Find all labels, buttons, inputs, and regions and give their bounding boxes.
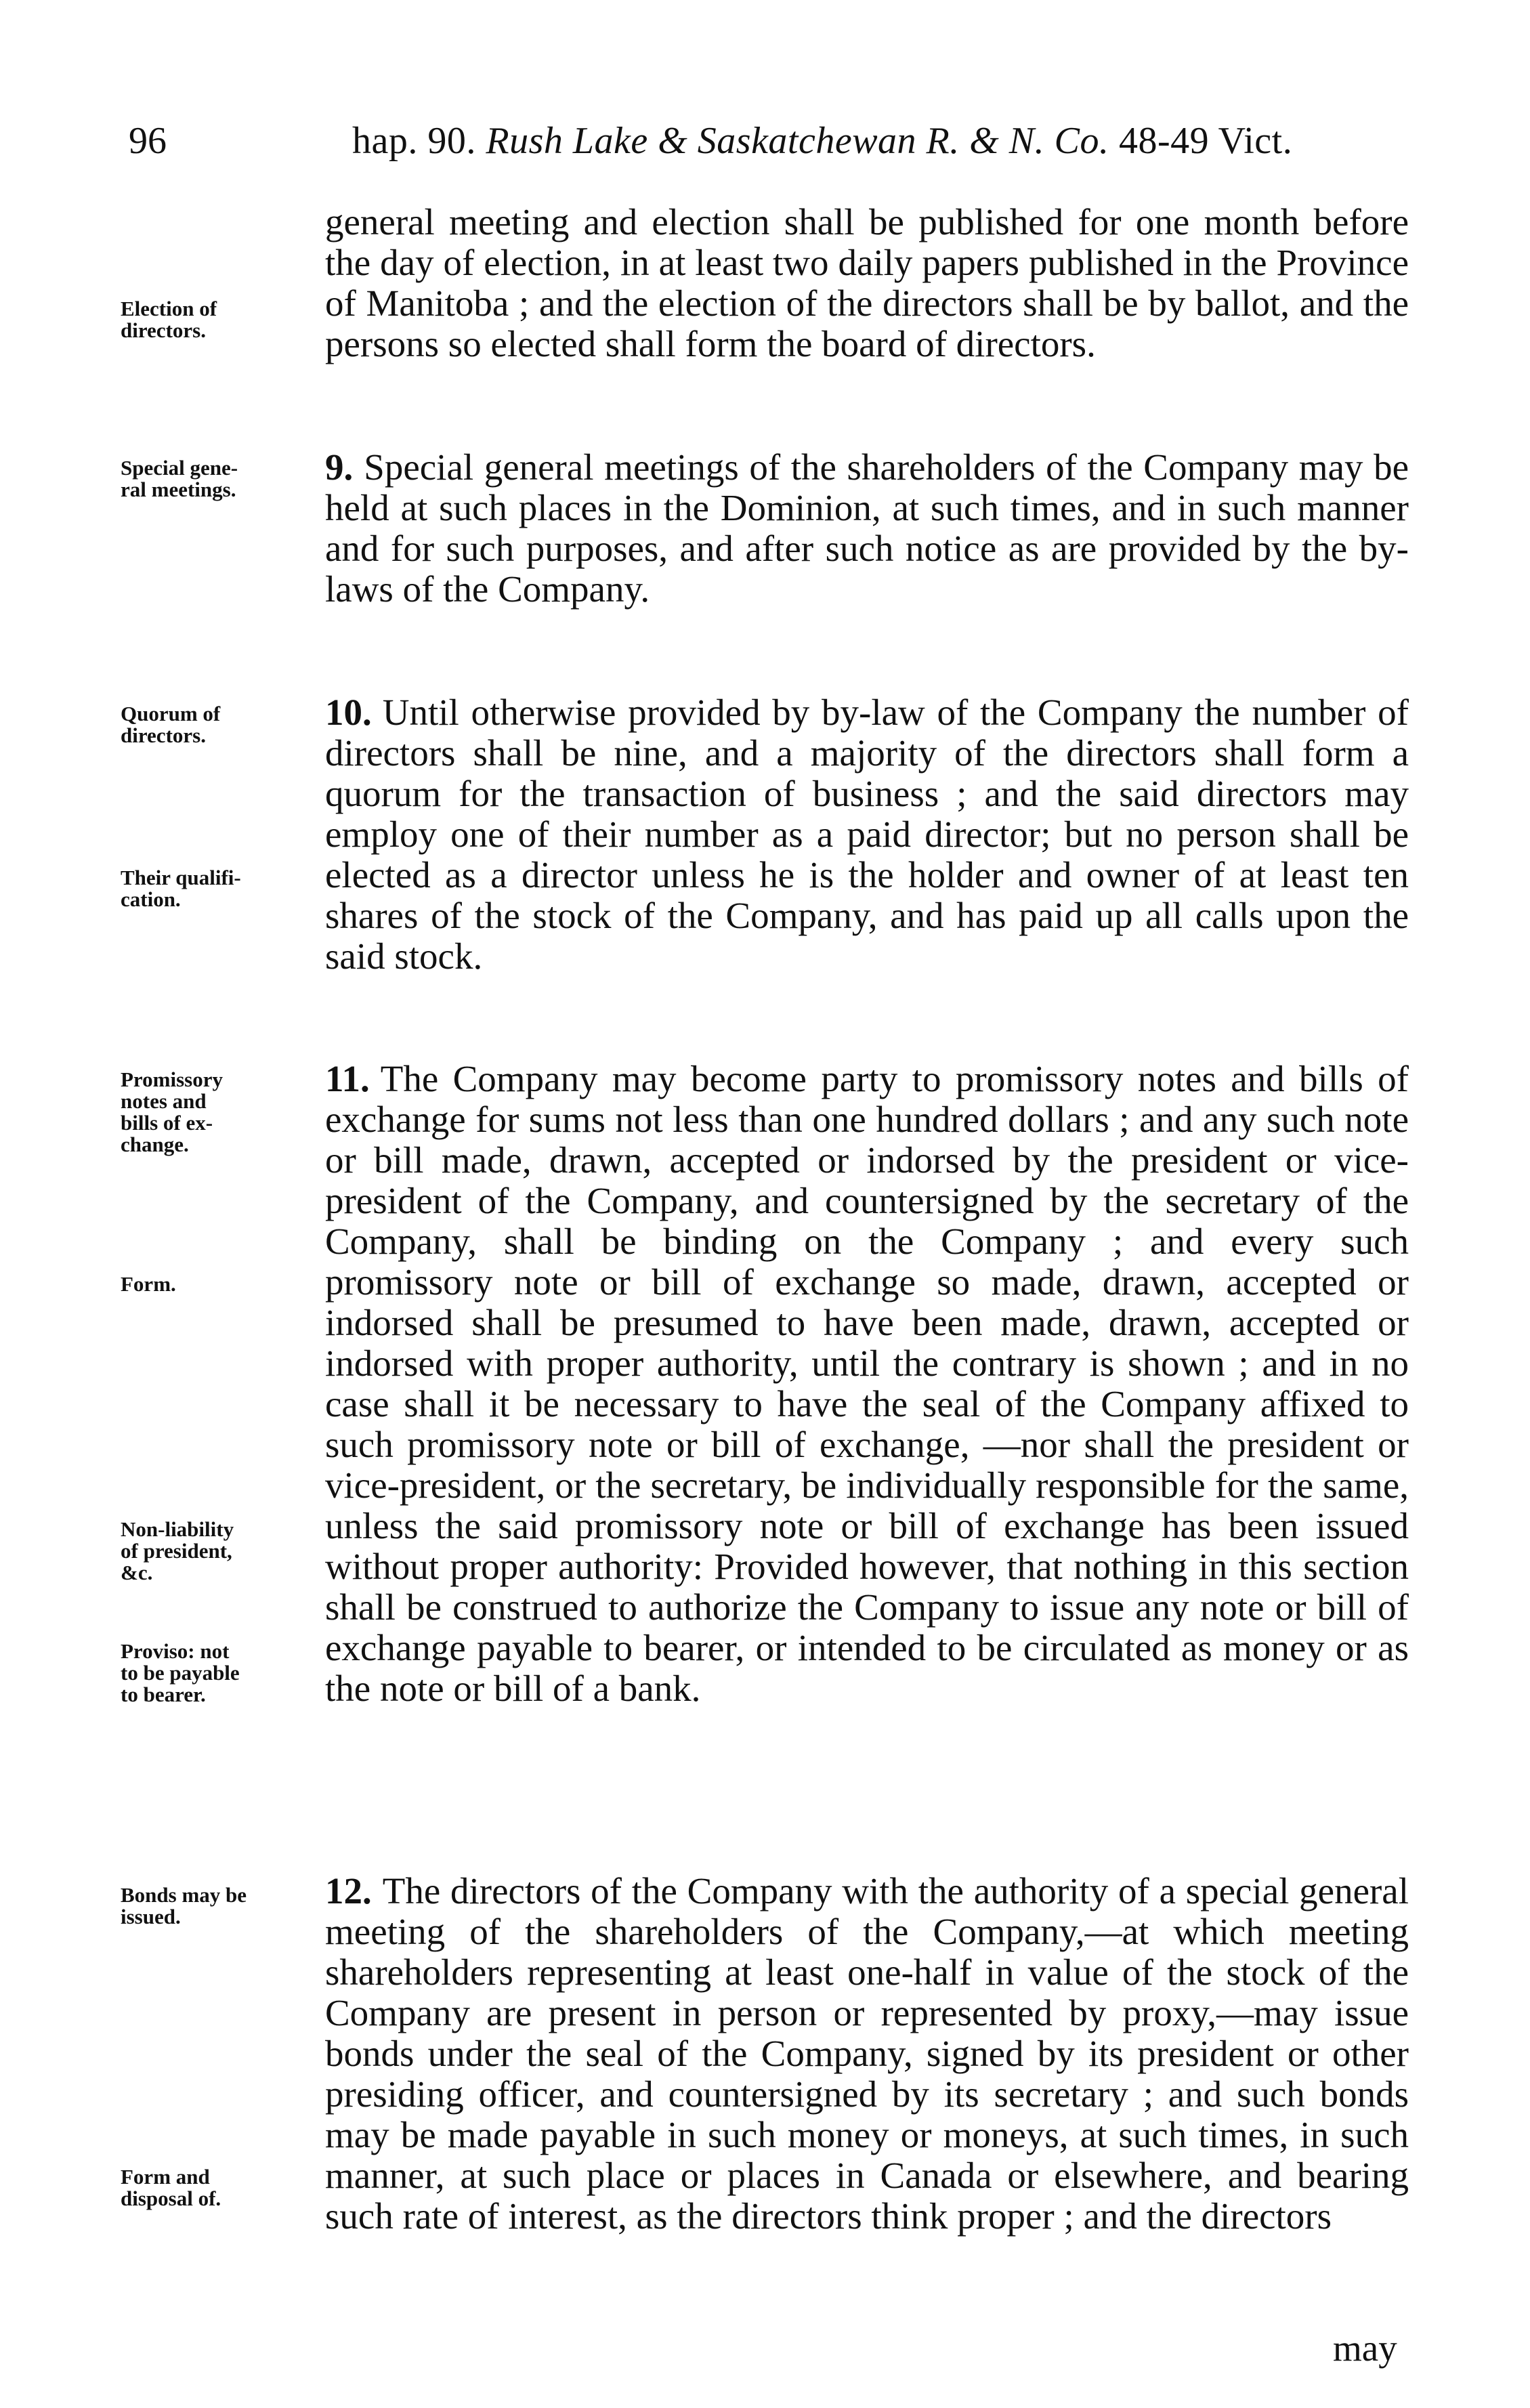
catchword: may [1333, 2327, 1397, 2369]
section-number: 9. [325, 446, 354, 488]
running-title [352, 114, 1292, 168]
margin-note-special-meetings: Special gene- ral meetings. [121, 456, 238, 501]
section-text: The Company may become party to promissory notes and bills of exchange for sums not less than one hundred dollars ; and any such note or bill made, drawn, accepted or indorsed by the president or vice-president of the Company, and countersigned by the secretary of the Company, shall be binding on the Company ; and every such promissory note or bill of exchange so made, drawn, accepted or indorsed shall be presumed to have been made, drawn, accepted or indorsed with proper authority, until the contrary is shown ; and in no case shall it be necessary to have the seal of the Company affixed to such promissory note or bill of exchange, —nor shall the president or vice-president, or the secretary, be individually responsible for the same, unless the said promissory note or bill of exchange has been issued without proper authority: Provided however, that nothing in this section shall be construed to authorize the Company to issue any note or bill of exchange payable to bearer, or intended to be circulated as money or as the note or bill of a bank. [325, 1058, 1409, 1709]
section-text: Until otherwise provided by by-law of the Company the number of directors shall be nine, and a majority of the directors shall form a quorum for the transaction of business ; and the said directors may employ one of their number as a paid director; but no person shall be elected as a director unless he is the holder and owner of at least ten shares of the stock of the Company, and has paid up all calls upon the said stock. [325, 692, 1409, 977]
section-continuation [325, 202, 1409, 364]
margin-note-quorum: Quorum of directors. [121, 702, 221, 747]
chapter-prefix: hap. 90. [352, 120, 486, 162]
margin-note-non-liability: Non-liability of president, &c. [121, 1517, 234, 1584]
section-9 [325, 447, 1409, 610]
margin-note-form-disposal: Form and disposal of. [121, 2165, 221, 2210]
margin-note-qualification: Their qualifi- cation. [121, 866, 241, 911]
running-header [129, 114, 1416, 168]
section-text: The directors of the Company with the authority of a special general meeting of the shareholders of the Company,—at which meeting shareholders representing at least one-half in value of the stock of the Company are present in person or represented by proxy,—may issue bonds under the seal of the Company, signed by its president or other presiding officer, and countersigned by its secretary ; and such bonds may be made payable in such money or moneys, at such times, in such manner, at such place or places in Canada or elsewhere, and bearing such rate of interest, as the directors think proper ; and the directors [325, 1870, 1409, 2237]
section-number: 12. [325, 1870, 372, 1911]
regnal-year: 48-49 Vict. [1109, 120, 1293, 162]
section-11 [325, 1059, 1409, 1709]
act-title: Rush Lake & Saskatchewan R. & N. Co. [486, 120, 1109, 162]
margin-note-promissory: Promissory notes and bills of ex- change. [121, 1068, 223, 1156]
margin-note-bonds: Bonds may be issued. [121, 1883, 247, 1928]
page-number: 96 [129, 120, 167, 162]
section-number: 11. [325, 1058, 370, 1099]
margin-note-form: Form. [121, 1272, 176, 1296]
section-12 [325, 1871, 1409, 2237]
section-10 [325, 692, 1409, 977]
section-text: general meeting and election shall be published for one month before the day of election, in at least two daily papers published in the Province of Manitoba ; and the election of the directors shall be by ballot, and the persons so elected shall form the board of directors. [325, 201, 1409, 364]
section-text: Special general meetings of the shareholders of the Company may be held at such places in the Dominion, at such times, and in such manner and for such purposes, and after such notice as are provided by the by-laws of the Company. [325, 446, 1409, 610]
margin-note-election: Election of directors. [121, 297, 217, 342]
margin-note-proviso: Proviso: not to be payable to bearer. [121, 1639, 240, 1706]
section-number: 10. [325, 692, 372, 733]
